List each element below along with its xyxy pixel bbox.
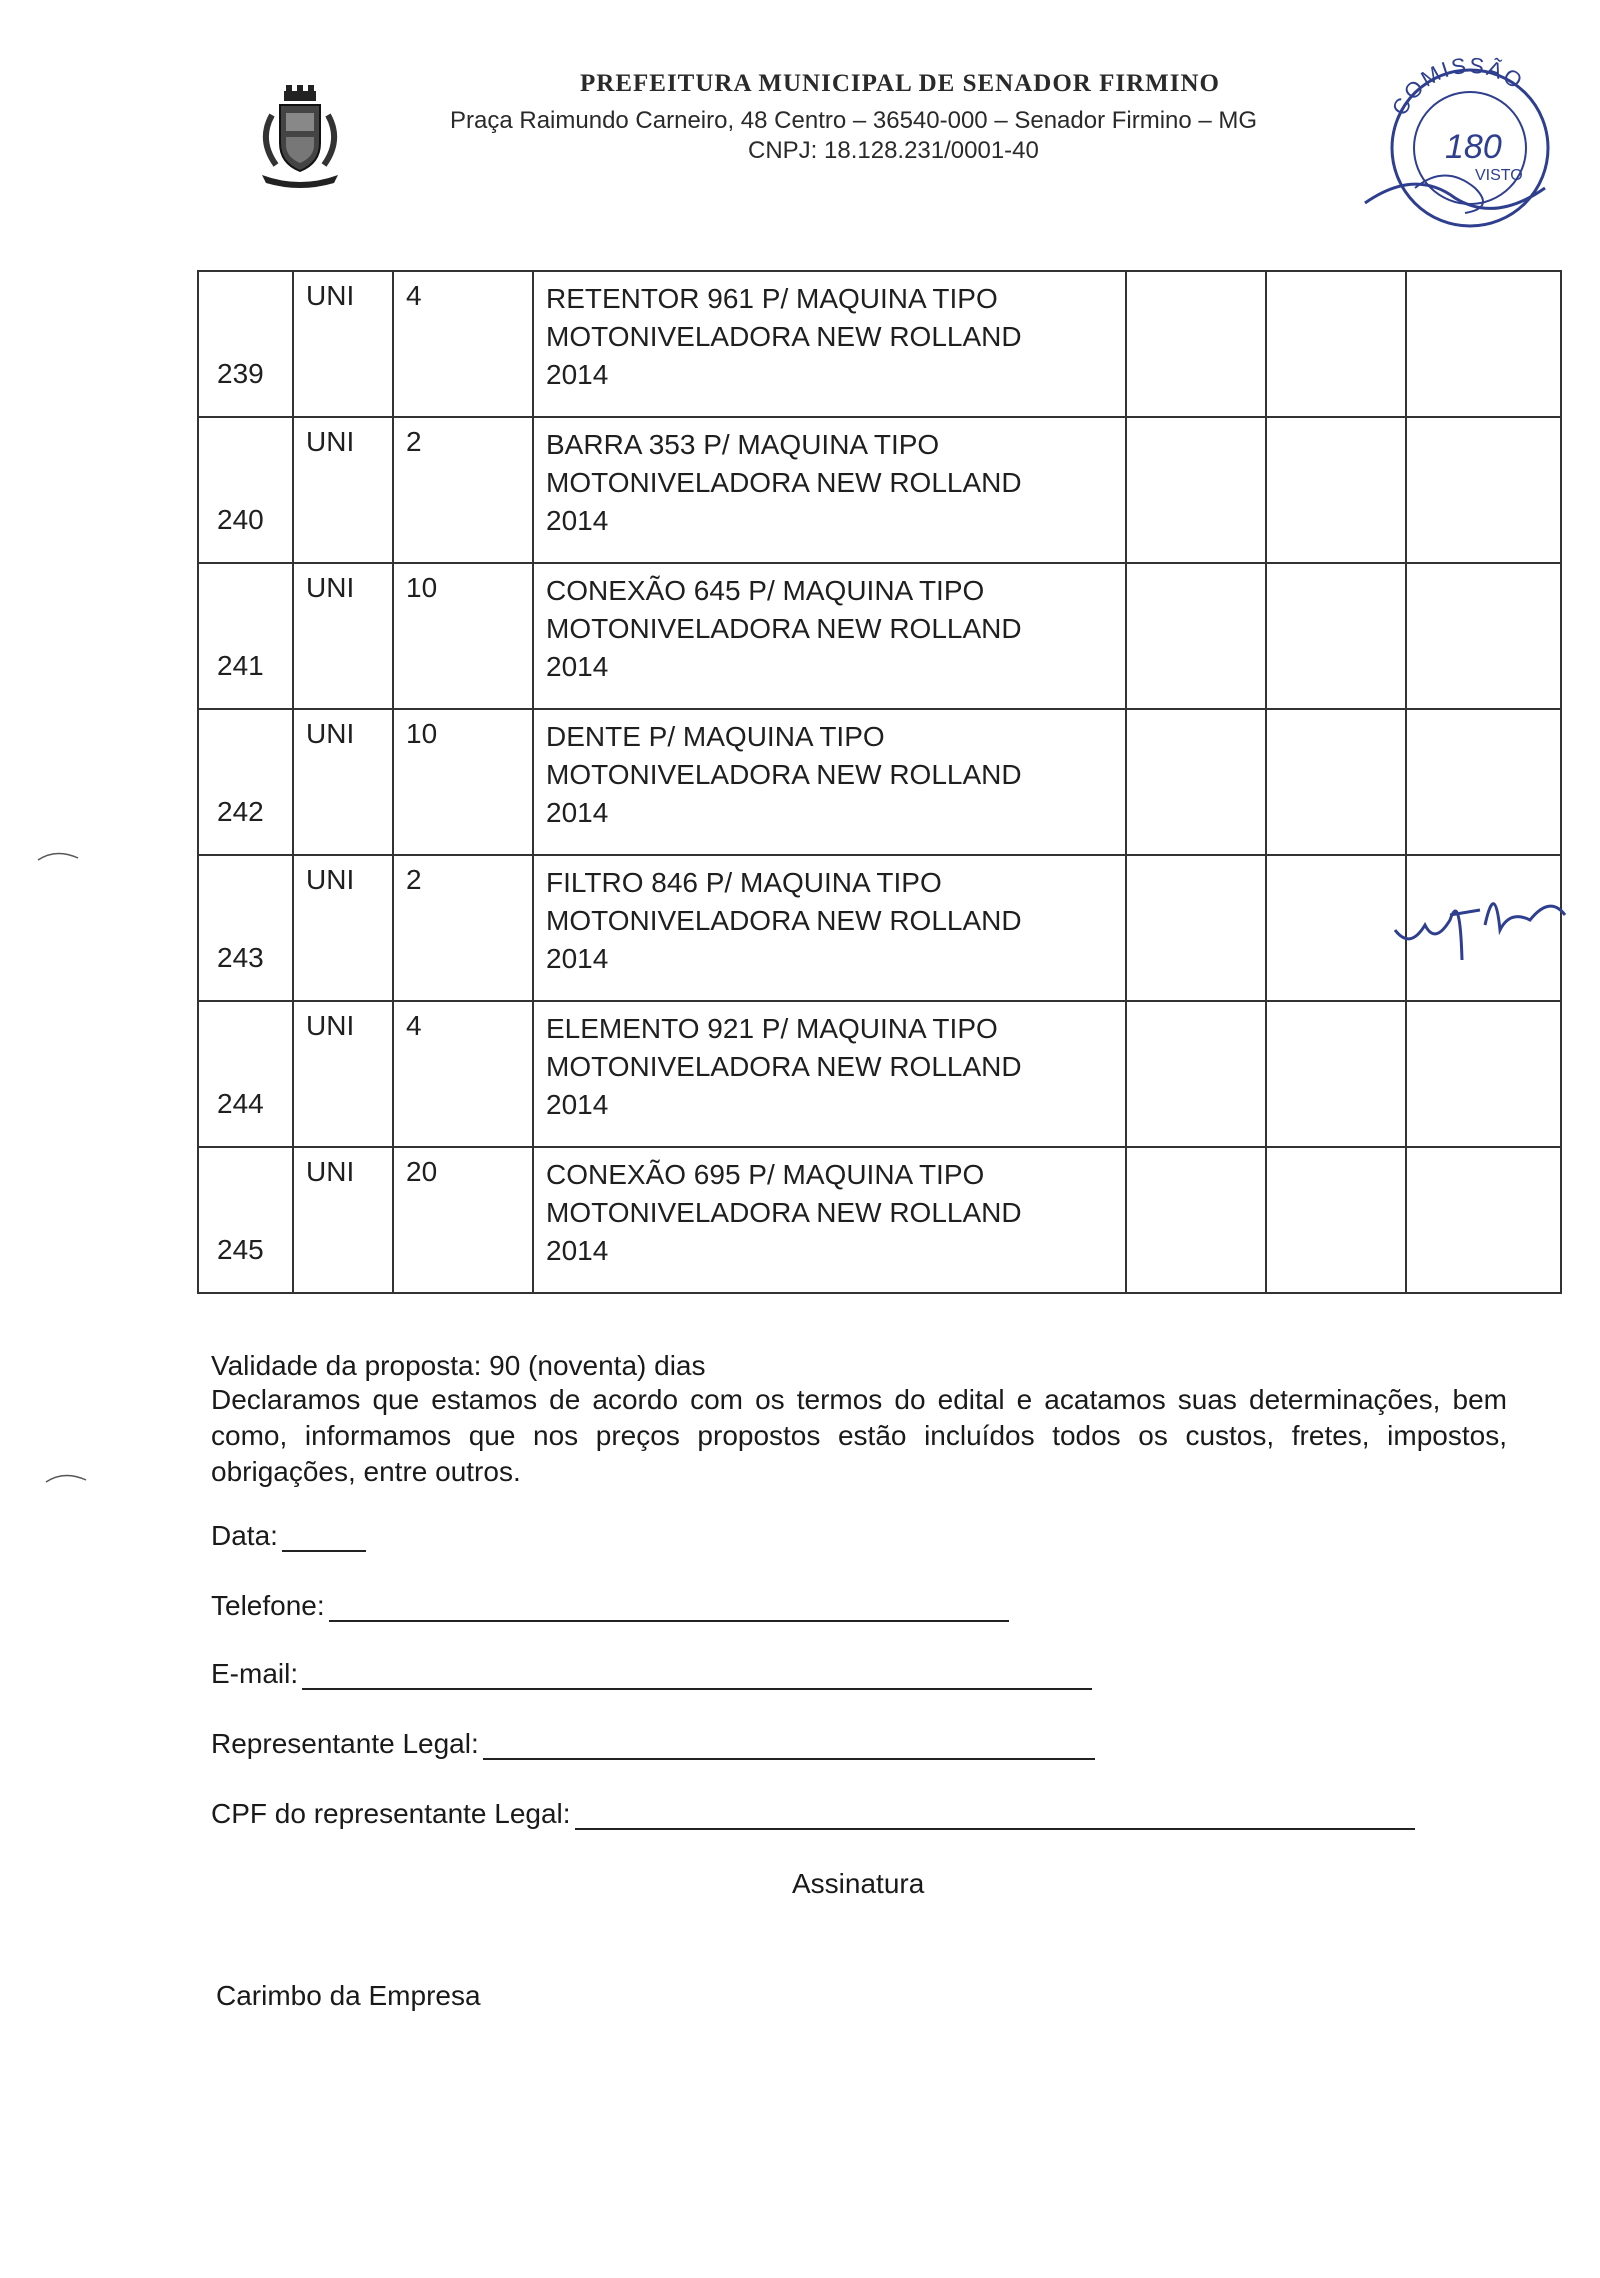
item-number: 245 xyxy=(198,1147,293,1293)
stamp-ring-text: COMISSÃO xyxy=(1386,52,1529,120)
stamp-number: 180 xyxy=(1445,128,1502,166)
item-description-line: MOTONIVELADORA NEW ROLLAND xyxy=(546,759,1022,790)
legal-rep-line[interactable] xyxy=(483,1732,1095,1760)
item-quantity: 20 xyxy=(393,1147,533,1293)
item-description xyxy=(533,271,1126,417)
item-quantity: 4 xyxy=(393,271,533,417)
item-description-line: 2014 xyxy=(546,1235,609,1266)
phone-field[interactable] xyxy=(211,1590,1009,1622)
item-description-line: 2014 xyxy=(546,505,609,536)
table-row xyxy=(198,271,1561,417)
item-description-line: CONEXÃO 645 P/ MAQUINA TIPO xyxy=(546,575,985,606)
item-description-line: MOTONIVELADORA NEW ROLLAND xyxy=(546,467,1022,498)
item-description-line: 2014 xyxy=(546,359,609,390)
brand-cell[interactable] xyxy=(1406,1001,1561,1147)
price-unit-cell[interactable] xyxy=(1126,1001,1266,1147)
table-row xyxy=(198,1147,1561,1293)
scan-margin-mark-icon xyxy=(44,1470,88,1484)
item-number: 240 xyxy=(198,417,293,563)
table-row xyxy=(198,709,1561,855)
price-total-cell[interactable] xyxy=(1266,709,1406,855)
item-description-line: MOTONIVELADORA NEW ROLLAND xyxy=(546,1051,1022,1082)
email-field[interactable] xyxy=(211,1658,1092,1690)
municipality-cnpj: CNPJ: 18.128.231/0001-40 xyxy=(748,137,1039,164)
item-description-line: 2014 xyxy=(546,651,609,682)
item-unit: UNI xyxy=(293,1001,393,1147)
item-quantity: 10 xyxy=(393,709,533,855)
legal-rep-cpf-line[interactable] xyxy=(575,1802,1415,1830)
item-description-line: ELEMENTO 921 P/ MAQUINA TIPO xyxy=(546,1013,998,1044)
price-total-cell[interactable] xyxy=(1266,1147,1406,1293)
table-row xyxy=(198,563,1561,709)
item-description xyxy=(533,855,1126,1001)
municipal-crest-icon xyxy=(250,85,350,190)
item-number: 243 xyxy=(198,855,293,1001)
brand-cell[interactable] xyxy=(1406,271,1561,417)
item-description-line: MOTONIVELADORA NEW ROLLAND xyxy=(546,1197,1022,1228)
item-quantity: 4 xyxy=(393,1001,533,1147)
company-stamp-label: Carimbo da Empresa xyxy=(216,1980,481,2011)
item-description-line: DENTE P/ MAQUINA TIPO xyxy=(546,721,885,752)
email-line[interactable] xyxy=(302,1662,1092,1690)
legal-rep-field[interactable] xyxy=(211,1728,1095,1760)
item-unit: UNI xyxy=(293,709,393,855)
item-quantity: 2 xyxy=(393,417,533,563)
price-total-cell[interactable] xyxy=(1266,271,1406,417)
item-description-line: FILTRO 846 P/ MAQUINA TIPO xyxy=(546,867,942,898)
email-label: E-mail: xyxy=(211,1658,299,1689)
date-line[interactable] xyxy=(282,1524,366,1552)
date-field[interactable] xyxy=(211,1520,366,1552)
item-quantity: 10 xyxy=(393,563,533,709)
phone-label: Telefone: xyxy=(211,1590,325,1621)
item-description-line: MOTONIVELADORA NEW ROLLAND xyxy=(546,321,1022,352)
item-unit: UNI xyxy=(293,271,393,417)
declaration-text: Declaramos que estamos de acordo com os termos do edital e acatamos suas determinações, bem como, informamos que nos preços propostos estão incluídos todos os custos, fretes, impostos, obrigações, entre outros. xyxy=(211,1384,1507,1487)
commission-stamp xyxy=(1345,48,1575,238)
table-row xyxy=(198,1001,1561,1147)
item-unit: UNI xyxy=(293,1147,393,1293)
items-table xyxy=(197,270,1562,1294)
item-number: 244 xyxy=(198,1001,293,1147)
item-description-line: CONEXÃO 695 P/ MAQUINA TIPO xyxy=(546,1159,985,1190)
item-description-line: 2014 xyxy=(546,943,609,974)
item-number: 241 xyxy=(198,563,293,709)
item-unit: UNI xyxy=(293,855,393,1001)
legal-rep-cpf-field[interactable] xyxy=(211,1798,1415,1830)
brand-cell[interactable] xyxy=(1406,1147,1561,1293)
legal-rep-label: Representante Legal: xyxy=(211,1728,479,1759)
brand-cell[interactable] xyxy=(1406,417,1561,563)
item-description xyxy=(533,417,1126,563)
price-unit-cell[interactable] xyxy=(1126,417,1266,563)
item-description xyxy=(533,1001,1126,1147)
item-description-line: 2014 xyxy=(546,797,609,828)
date-label: Data: xyxy=(211,1520,278,1551)
item-description-line: 2014 xyxy=(546,1089,609,1120)
price-unit-cell[interactable] xyxy=(1126,855,1266,1001)
item-description-line: BARRA 353 P/ MAQUINA TIPO xyxy=(546,429,940,460)
item-unit: UNI xyxy=(293,563,393,709)
item-number: 242 xyxy=(198,709,293,855)
price-total-cell[interactable] xyxy=(1266,563,1406,709)
signature-label: Assinatura xyxy=(792,1868,925,1899)
item-description-line: RETENTOR 961 P/ MAQUINA TIPO xyxy=(546,283,998,314)
handwritten-rubric-icon xyxy=(1390,870,1570,970)
table-row xyxy=(198,855,1561,1001)
phone-line[interactable] xyxy=(329,1594,1009,1622)
stamp-word: VISTO xyxy=(1475,167,1523,184)
price-unit-cell[interactable] xyxy=(1126,1147,1266,1293)
price-total-cell[interactable] xyxy=(1266,417,1406,563)
item-description-line: MOTONIVELADORA NEW ROLLAND xyxy=(546,613,1022,644)
item-description-line: MOTONIVELADORA NEW ROLLAND xyxy=(546,905,1022,936)
municipality-address: Praça Raimundo Carneiro, 48 Centro – 36540-000 – Senador Firmino – MG xyxy=(450,107,1258,134)
item-description xyxy=(533,563,1126,709)
item-number: 239 xyxy=(198,271,293,417)
price-total-cell[interactable] xyxy=(1266,855,1406,1001)
item-description xyxy=(533,709,1126,855)
price-unit-cell[interactable] xyxy=(1126,563,1266,709)
brand-cell[interactable] xyxy=(1406,709,1561,855)
stamp-signature-icon xyxy=(1365,184,1545,208)
scan-margin-mark-icon xyxy=(36,848,80,862)
proposal-validity: Validade da proposta: 90 (noventa) dias xyxy=(211,1350,706,1381)
municipality-title: PREFEITURA MUNICIPAL DE SENADOR FIRMINO xyxy=(580,70,1220,97)
items-table-body xyxy=(198,271,1561,1293)
table-row xyxy=(198,417,1561,563)
item-unit: UNI xyxy=(293,417,393,563)
item-description xyxy=(533,1147,1126,1293)
price-total-cell[interactable] xyxy=(1266,1001,1406,1147)
price-unit-cell[interactable] xyxy=(1126,709,1266,855)
price-unit-cell[interactable] xyxy=(1126,271,1266,417)
brand-cell[interactable] xyxy=(1406,563,1561,709)
item-quantity: 2 xyxy=(393,855,533,1001)
legal-rep-cpf-label: CPF do representante Legal: xyxy=(211,1798,571,1829)
